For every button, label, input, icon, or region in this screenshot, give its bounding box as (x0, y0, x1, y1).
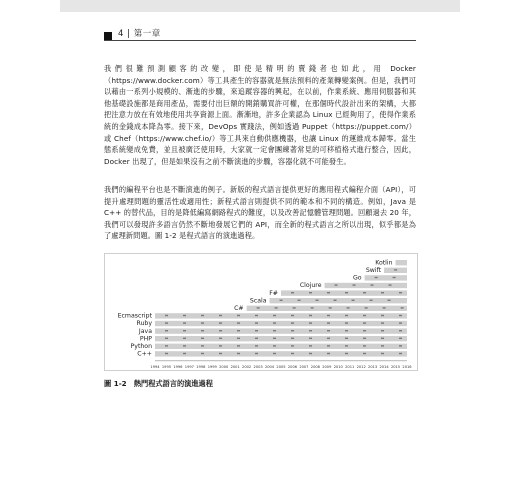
figure-caption: 圖 1-2 熱門程式語言的演進過程 (104, 379, 213, 388)
version-mark (327, 345, 330, 346)
version-mark (327, 338, 330, 339)
version-mark (280, 300, 283, 301)
version-mark (273, 345, 276, 346)
version-mark (309, 345, 312, 346)
version-mark (345, 322, 348, 323)
year-tick-label: 2007 (299, 364, 309, 369)
version-mark (273, 315, 276, 316)
year-tick-label: 2012 (356, 364, 366, 369)
year-tick-label: 1996 (173, 364, 183, 369)
version-mark (237, 338, 240, 339)
viewer-top-strip (60, 0, 460, 12)
version-mark (255, 338, 258, 339)
version-mark (219, 345, 222, 346)
header-marker (104, 32, 112, 40)
version-mark (257, 307, 260, 308)
year-tick-label: 2004 (264, 364, 275, 369)
timeline-label-kotlin: Kotlin (375, 259, 393, 267)
year-tick-label: 2002 (242, 364, 252, 369)
version-mark (352, 300, 355, 301)
version-mark (309, 353, 312, 354)
year-tick-label: 2016 (402, 364, 412, 369)
version-mark (201, 315, 204, 316)
version-mark (309, 330, 312, 331)
version-mark (237, 322, 240, 323)
version-mark (291, 353, 294, 354)
version-mark (327, 353, 330, 354)
version-mark (399, 292, 402, 293)
version-mark (219, 338, 222, 339)
version-mark (335, 284, 338, 285)
version-mark (183, 345, 186, 346)
timeline-bar-kotlin (396, 260, 407, 265)
version-mark (345, 292, 348, 293)
paragraph-2: 我們的編程平台也是不斷演進的例子。新版的程式語言提供更好的應用程式編程介面（API），可提升處理問題的靈活性或適用性；新程式語言則提供不同的範本和不同的構造。例如，Java 是 C++ 的替代品，目的是降低編寫網路程式的難度，以及改善記憶體管理問題。回顧過去 20 年，我們可以發現許多語言仍然不斷地發展它們的 API，而全新的程式語言之所以出現，似乎都是為了處理新問題。圖 1-2 是程式語言的演進過程。 (104, 185, 416, 241)
version-mark (237, 330, 240, 331)
version-mark (165, 345, 168, 346)
version-mark (309, 338, 312, 339)
timeline-chart (105, 254, 417, 370)
version-mark (353, 284, 356, 285)
version-mark (255, 345, 258, 346)
version-mark (201, 330, 204, 331)
version-mark (201, 338, 204, 339)
version-mark (388, 300, 391, 301)
version-mark (327, 322, 330, 323)
version-mark (393, 277, 396, 278)
version-mark (219, 322, 222, 323)
version-mark (394, 269, 397, 270)
version-mark (165, 338, 168, 339)
version-mark (219, 330, 222, 331)
version-mark (183, 322, 186, 323)
version-mark (381, 353, 384, 354)
version-mark (165, 353, 168, 354)
version-mark (381, 292, 384, 293)
timeline-label-ruby: Ruby (136, 320, 152, 328)
version-mark (273, 353, 276, 354)
year-tick-label: 1997 (184, 364, 194, 369)
version-mark (381, 345, 384, 346)
year-tick-label: 2008 (310, 364, 320, 369)
version-mark (201, 322, 204, 323)
version-mark (399, 315, 402, 316)
version-mark (165, 330, 168, 331)
year-tick-label: 2010 (333, 364, 343, 369)
paragraph-1: 我們很難預測顧客的改變，即使是精明的賣錢者也如此，用 Docker（https://www.docker.com）等工具產生的容器就是無法預料的產業轉變案例。但是，我們可以藉由一系列小規模的、漸進的步驟，來追蹤容器的興起，在以前，作業系統、應用伺服器和其他基礎設施都是商用產品，需要付出巨額的開銷購買許可權，在那個時代設計出來的架構，大都把注意力放在有效地使用共享資源上面。漸漸地，許多企業認為 Linux 已經夠用了，使得作業系統的金錢成本降為零。接下來，DevOps 實踐法，例如透過 Puppet（https://puppet.com/）或 Chef（https://www.chef.io/）等工具來自動供應機器，也讓 Linux 的運維成本歸零。當生態系統變成免費，並且被廣泛使用時，大家就一定會團練著常見的可移植格式進行整合，因此，Docker 出現了，但是如果沒有之前不斷演進的步驟，容器化就不可能發生。 (104, 64, 416, 166)
version-mark (291, 322, 294, 323)
version-mark (381, 338, 384, 339)
year-tick-label: 2003 (253, 364, 263, 369)
version-mark (334, 300, 337, 301)
timeline-bar-go (365, 275, 407, 280)
timeline-label-java: Java (138, 327, 152, 335)
year-tick-label: 2005 (276, 364, 286, 369)
version-mark (273, 330, 276, 331)
version-mark (298, 300, 301, 301)
version-mark (291, 315, 294, 316)
version-mark (291, 292, 294, 293)
header-text: 4 | 第一章 (118, 29, 161, 39)
timeline-label-swift: Swift (365, 267, 382, 274)
year-tick-label: 1998 (196, 364, 206, 369)
version-mark (381, 322, 384, 323)
version-mark (291, 338, 294, 339)
version-mark (273, 338, 276, 339)
timeline-label-clojure: Clojure (299, 282, 322, 290)
version-mark (316, 300, 319, 301)
version-mark (401, 307, 404, 308)
timeline-label-php: PHP (139, 335, 152, 343)
year-tick-label: 2009 (322, 364, 332, 369)
version-mark (165, 315, 168, 316)
version-mark (381, 315, 384, 316)
version-mark (363, 330, 366, 331)
version-mark (255, 315, 258, 316)
version-mark (370, 300, 373, 301)
timeline-bar-ecmascript (155, 313, 407, 318)
version-mark (363, 345, 366, 346)
version-mark (293, 307, 296, 308)
chapter-title: 第一章 (133, 29, 161, 39)
version-mark (363, 292, 366, 293)
version-mark (399, 330, 402, 331)
version-mark (327, 292, 330, 293)
version-mark (329, 307, 332, 308)
version-mark (255, 330, 258, 331)
year-tick-label: 2014 (379, 364, 389, 369)
timeline-label-f-: F# (269, 289, 278, 297)
version-mark (309, 315, 312, 316)
version-mark (365, 307, 368, 308)
version-mark (363, 338, 366, 339)
version-mark (381, 330, 384, 331)
page-number: 4 (118, 29, 124, 39)
version-mark (363, 322, 366, 323)
version-mark (375, 277, 378, 278)
version-mark (255, 322, 258, 323)
version-mark (183, 315, 186, 316)
timeline-bar-java (155, 328, 407, 333)
year-tick-label: 2015 (390, 364, 401, 369)
version-mark (183, 330, 186, 331)
year-tick-label: 2001 (230, 364, 240, 369)
running-header (104, 24, 416, 41)
version-mark (345, 345, 348, 346)
version-mark (291, 330, 294, 331)
timeline-bar-f- (281, 290, 407, 295)
timeline-bar-python (155, 344, 407, 349)
version-mark (363, 315, 366, 316)
version-mark (345, 315, 348, 316)
version-mark (311, 307, 314, 308)
timeline-label-c-: C++ (137, 350, 152, 358)
year-tick-label: 2013 (368, 364, 378, 369)
version-mark (237, 315, 240, 316)
version-mark (345, 353, 348, 354)
version-mark (165, 322, 168, 323)
timeline-label-go: Go (353, 274, 362, 282)
timeline-bar-c- (155, 351, 407, 356)
year-tick-label: 1995 (161, 364, 172, 369)
timeline-label-c-: C# (234, 305, 244, 312)
version-mark (291, 345, 294, 346)
version-mark (327, 315, 330, 316)
version-mark (399, 345, 402, 346)
language-timeline-figure (104, 253, 418, 371)
version-mark (399, 353, 402, 354)
version-mark (371, 284, 374, 285)
version-mark (309, 292, 312, 293)
version-mark (345, 338, 348, 339)
version-mark (383, 307, 386, 308)
version-mark (345, 330, 348, 331)
timeline-label-ecmascript: Ecmascript (117, 312, 152, 320)
version-mark (347, 307, 350, 308)
timeline-bar-scala (270, 298, 407, 303)
version-mark (219, 315, 222, 316)
timeline-bar-ruby (155, 321, 407, 326)
year-tick-label: 1999 (207, 364, 217, 369)
version-mark (183, 353, 186, 354)
version-mark (399, 338, 402, 339)
timeline-label-python: Python (130, 343, 152, 350)
version-mark (273, 322, 276, 323)
version-mark (275, 307, 278, 308)
year-tick-label: 1994 (150, 364, 160, 369)
version-mark (237, 353, 240, 354)
version-mark (255, 353, 258, 354)
version-mark (183, 338, 186, 339)
version-mark (219, 353, 222, 354)
year-tick-label: 2000 (219, 364, 229, 369)
version-mark (389, 284, 392, 285)
version-mark (309, 322, 312, 323)
version-mark (237, 345, 240, 346)
version-mark (363, 353, 366, 354)
version-mark (201, 345, 204, 346)
year-tick-label: 2006 (287, 364, 298, 369)
version-mark (201, 353, 204, 354)
version-mark (399, 322, 402, 323)
version-mark (327, 330, 330, 331)
timeline-bar-php (155, 336, 407, 341)
year-tick-label: 2011 (345, 364, 355, 369)
timeline-label-scala: Scala (249, 297, 267, 305)
